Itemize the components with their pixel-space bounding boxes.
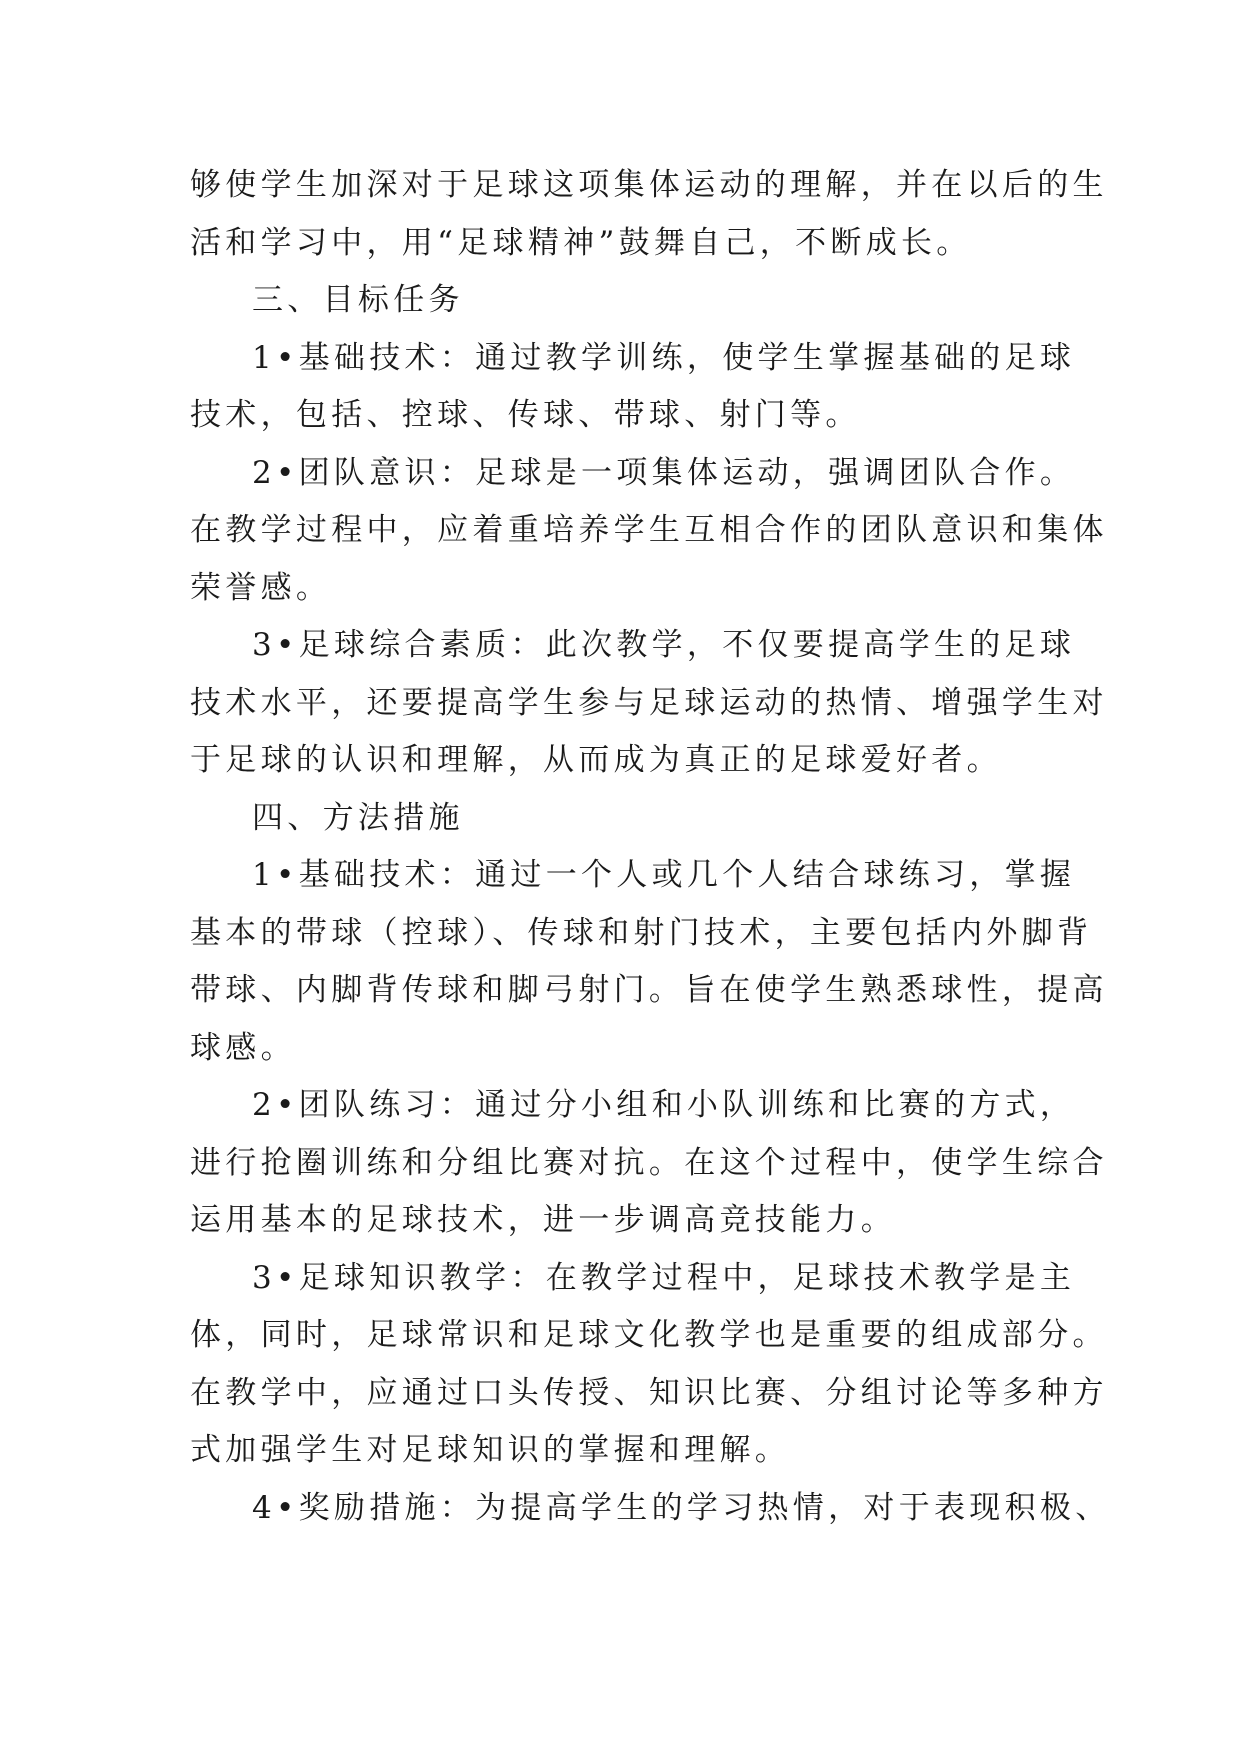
text-line: 运用基本的足球技术，进一步调高竞技能力。 xyxy=(190,1202,896,1238)
text-line: 技术，包括、控球、传球、带球、射门等。 xyxy=(190,397,861,433)
section-heading: 三、目标任务 xyxy=(252,282,464,318)
text-line: 体，同时，足球常识和足球文化教学也是重要的组成部分。 xyxy=(190,1317,1108,1353)
text-line: 技术水平，还要提高学生参与足球运动的热情、增强学生对 xyxy=(190,685,1108,721)
text-line: 基本的带球（控球）、传球和射门技术，主要包括内外脚背 xyxy=(190,915,1093,951)
text-line: 活和学习中，用“足球精神”鼓舞自己，不断成长。 xyxy=(190,225,972,261)
text-line: 2•团队意识：足球是一项集体运动，强调团队合作。 xyxy=(252,455,1076,491)
text-line: 式加强学生对足球知识的掌握和理解。 xyxy=(190,1432,791,1468)
text-line: 够使学生加深对于足球这项集体运动的理解，并在以后的生 xyxy=(190,167,1108,203)
text-line: 3•足球综合素质：此次教学，不仅要提高学生的足球 xyxy=(252,627,1076,663)
text-line: 4•奖励措施：为提高学生的学习热情，对于表现积极、 xyxy=(252,1490,1111,1526)
section-heading: 四、方法措施 xyxy=(252,800,464,836)
text-line: 3•足球知识教学：在教学过程中，足球技术教学是主 xyxy=(252,1260,1076,1296)
text-line: 在教学过程中，应着重培养学生互相合作的团队意识和集体 xyxy=(190,512,1108,548)
text-line: 于足球的认识和理解，从而成为真正的足球爱好者。 xyxy=(190,742,1002,778)
text-line: 进行抢圈训练和分组比赛对抗。在这个过程中，使学生综合 xyxy=(190,1145,1108,1181)
text-line: 1•基础技术：通过教学训练，使学生掌握基础的足球 xyxy=(252,340,1076,376)
text-line: 2•团队练习：通过分小组和小队训练和比赛的方式， xyxy=(252,1087,1076,1123)
text-line: 1•基础技术：通过一个人或几个人结合球练习，掌握 xyxy=(252,857,1076,893)
text-line: 荣誉感。 xyxy=(190,570,332,606)
text-line: 带球、内脚背传球和脚弓射门。旨在使学生熟悉球性，提高 xyxy=(190,972,1108,1008)
text-line: 球感。 xyxy=(190,1030,296,1066)
text-line: 在教学中，应通过口头传授、知识比赛、分组讨论等多种方 xyxy=(190,1375,1108,1411)
